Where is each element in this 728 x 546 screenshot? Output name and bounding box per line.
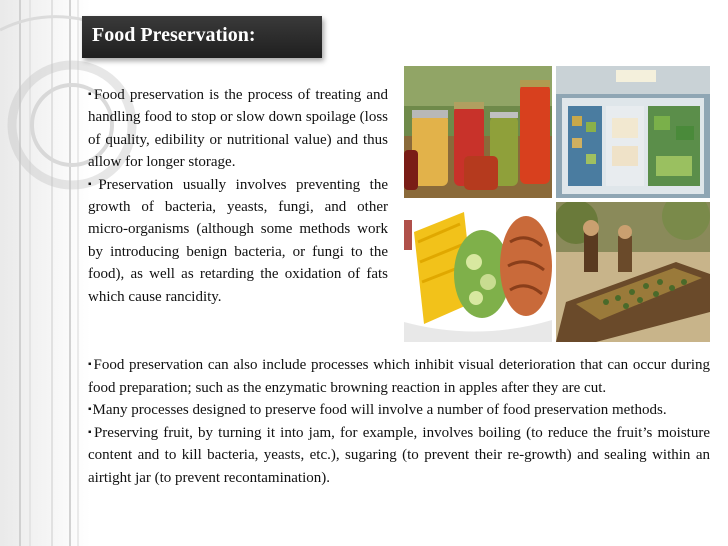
bullet-icon: ▪ [88,359,93,370]
vacuum-packed-vegetables-photo [404,202,552,342]
bullet-icon: ▪ [88,426,93,438]
sun-drying-photo [556,202,710,342]
bullet-paragraph: ▪Many processes designed to preserve food will involve a number of food preservation methods. [88,402,667,419]
bottom-text-block [88,354,710,490]
top-text-block [88,84,388,308]
bullet-icon: ▪ [88,89,93,100]
bullet-paragraph: ▪Preserving fruit, by turning it into jam, for example, involves boiling (to reduce the fruit’s moisture content and to kill bacteria, yeasts, etc.), sugaring (to prevent their re-growth) and sealing within an airtight jar (to prevent recontamination). [88,424,711,486]
canning-jars-photo [404,66,552,198]
bullet-icon: ▪ [88,178,98,190]
slide-title: Food Preservation: [92,24,256,46]
bullet-icon: ▪ [88,404,92,416]
bullet-paragraph: ▪Preservation usually involves preventing the growth of bacteria, yeasts, fungi, and other micro-organisms (although some methods work by introducing benign bacteria, or fungi to the food), as well as retarding the oxidation of fats which cause rancidity. [88,176,389,305]
freezer-photo [556,66,710,198]
bullet-paragraph: ▪Food preservation is the process of treating and handling food to stop or slow down spoilage (loss of quality, edibility or nutritional value) and thus allow for longer storage. [88,87,389,171]
bullet-paragraph: ▪Food preservation can also include processes which inhibit visual deterioration that can occur during food preparation; such as the enzymatic browning reaction in apples after they are cut. [88,357,710,396]
slide-title-bar [82,16,322,58]
